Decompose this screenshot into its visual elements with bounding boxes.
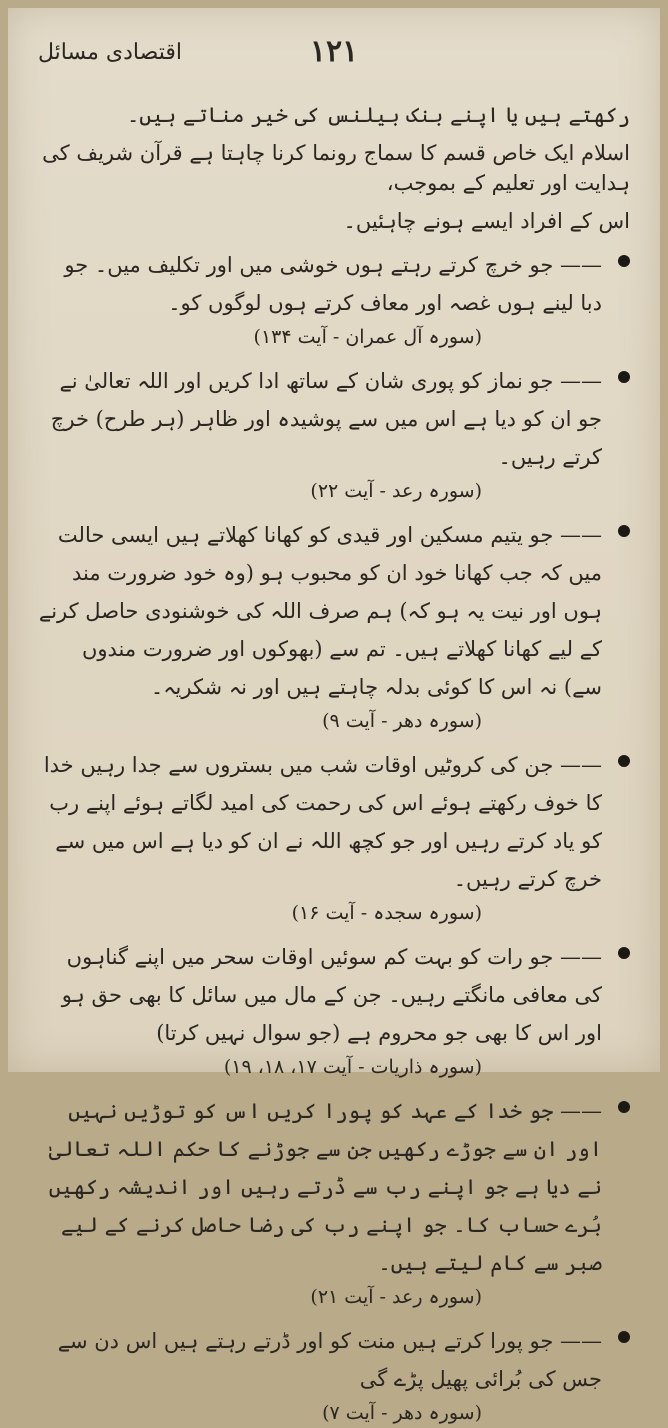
bullet-icon: [618, 1331, 630, 1343]
item-text: —— جو خرچ کرتے رہتے ہوں خوشی میں اور تکلیف میں۔ جو دبا لینے ہوں غصہ اور معاف کرتے ہوں لوگوں کو۔: [64, 253, 602, 315]
item-text: —— جو نماز کو پوری شان کے ساتھ ادا کریں اور اللہ تعالیٰ نے جو ان کو دیا ہے اس میں سے پوشیدہ اور ظاہر (ہر طرح) خرچ کرتے رہیں۔: [50, 369, 602, 469]
verse-reference: (سورہ رعد - آیت ۲۲): [310, 480, 482, 502]
verse-reference: (سورہ دھر - آیت ۹): [322, 710, 482, 732]
bullet-icon: [618, 371, 630, 383]
intro-line-3: اس کے افراد ایسے ہونے چاہئیں۔: [343, 209, 630, 233]
verse-reference: (سورہ رعد - آیت ۲۱): [310, 1286, 482, 1308]
intro-line-1: رکھتے ہیں یا اپنے بنک بیلنس کی خیر مناتے ہیں۔: [126, 103, 630, 127]
list-item: [38, 938, 630, 1082]
bullet-icon: [618, 525, 630, 537]
verse-reference: (سورہ دھر - آیت ۷): [322, 1402, 482, 1424]
item-text: —— جو رات کو بہت کم سوئیں اوقات سحر میں اپنے گناہوں کی معافی مانگتے رہیں۔ جن کے مال میں سائل کا بھی حق ہو اور اس کا بھی جو محروم ہے (جو سوال نہیں کرتا): [61, 945, 602, 1045]
list-item: [38, 516, 630, 736]
page-number: ١٢١: [309, 34, 359, 69]
bullet-icon: [618, 755, 630, 767]
running-title: اقتصادی مسائل: [38, 40, 182, 65]
verse-reference: (سورہ ذاریات - آیت ۱۷، ۱۸، ۱۹): [223, 1056, 482, 1078]
item-text: —— جن کی کروٹیں اوقات شب میں بستروں سے جدا رہیں خدا کا خوف رکھتے ہوئے اس کی رحمت کی امید لگاتے ہوئے اپنے رب کو یاد کرتے رہیں اور جو کچھ اللہ نے ان کو دیا ہے اس میں سے خرچ کرتے رہیں۔: [43, 753, 602, 891]
verse-reference: (سورہ آل عمران - آیت ۱۳۴): [253, 326, 482, 348]
bullet-icon: [618, 1101, 630, 1113]
list-item: [38, 746, 630, 928]
list-item: [38, 362, 630, 506]
item-text: —— جو پورا کرتے ہیں منت کو اور ڈرتے رہتے ہیں اس دن سے جس کی بُرائی پھیل پڑے گی: [57, 1329, 602, 1391]
list-item: [38, 1092, 630, 1312]
page-header: [38, 34, 630, 78]
item-text: —— جو یتیم مسکین اور قیدی کو کھانا کھلاتے ہیں ایسی حالت میں کہ جب کھانا خود ان کو محبوب ہو (وہ خود ضرورت مند ہوں اور نیت یہ ہو کہ) ہم صرف اللہ کی خوشنودی حاصل کرنے کے لیے کھانا کھلاتے ہیں۔ تم سے (بھوکوں اور ضرورت مندوں سے) نہ اس کا کوئی بدلہ چاہتے ہیں اور نہ شکریہ۔: [38, 523, 602, 699]
verse-reference: (سورہ سجدہ - آیت ۱۶): [291, 902, 482, 924]
item-text: —— جو خدا کے عہد کو پورا کریں اس کو توڑیں نہیں اور ان سے جوڑے رکھیں جن سے جوڑنے کا حکم اللہ تعالیٰ نے دیا ہے جو اپنے رب سے ڈرتے رہیں اور اندیشہ رکھیں بُرے حساب کا۔ جو اپنے رب کی رضا حاصل کرنے کے لیے صبر سے کام لیتے ہیں۔: [48, 1099, 602, 1275]
page-body: [38, 100, 630, 1424]
book-page: [8, 8, 660, 1424]
list-item: [38, 1322, 630, 1428]
bullet-icon: [618, 255, 630, 267]
bullet-icon: [618, 947, 630, 959]
list-item: [38, 246, 630, 352]
intro-line-2: اسلام ایک خاص قسم کا سماج رونما کرنا چاہتا ہے قرآن شریف کی ہدایت اور تعلیم کے بموجب،: [42, 141, 630, 195]
